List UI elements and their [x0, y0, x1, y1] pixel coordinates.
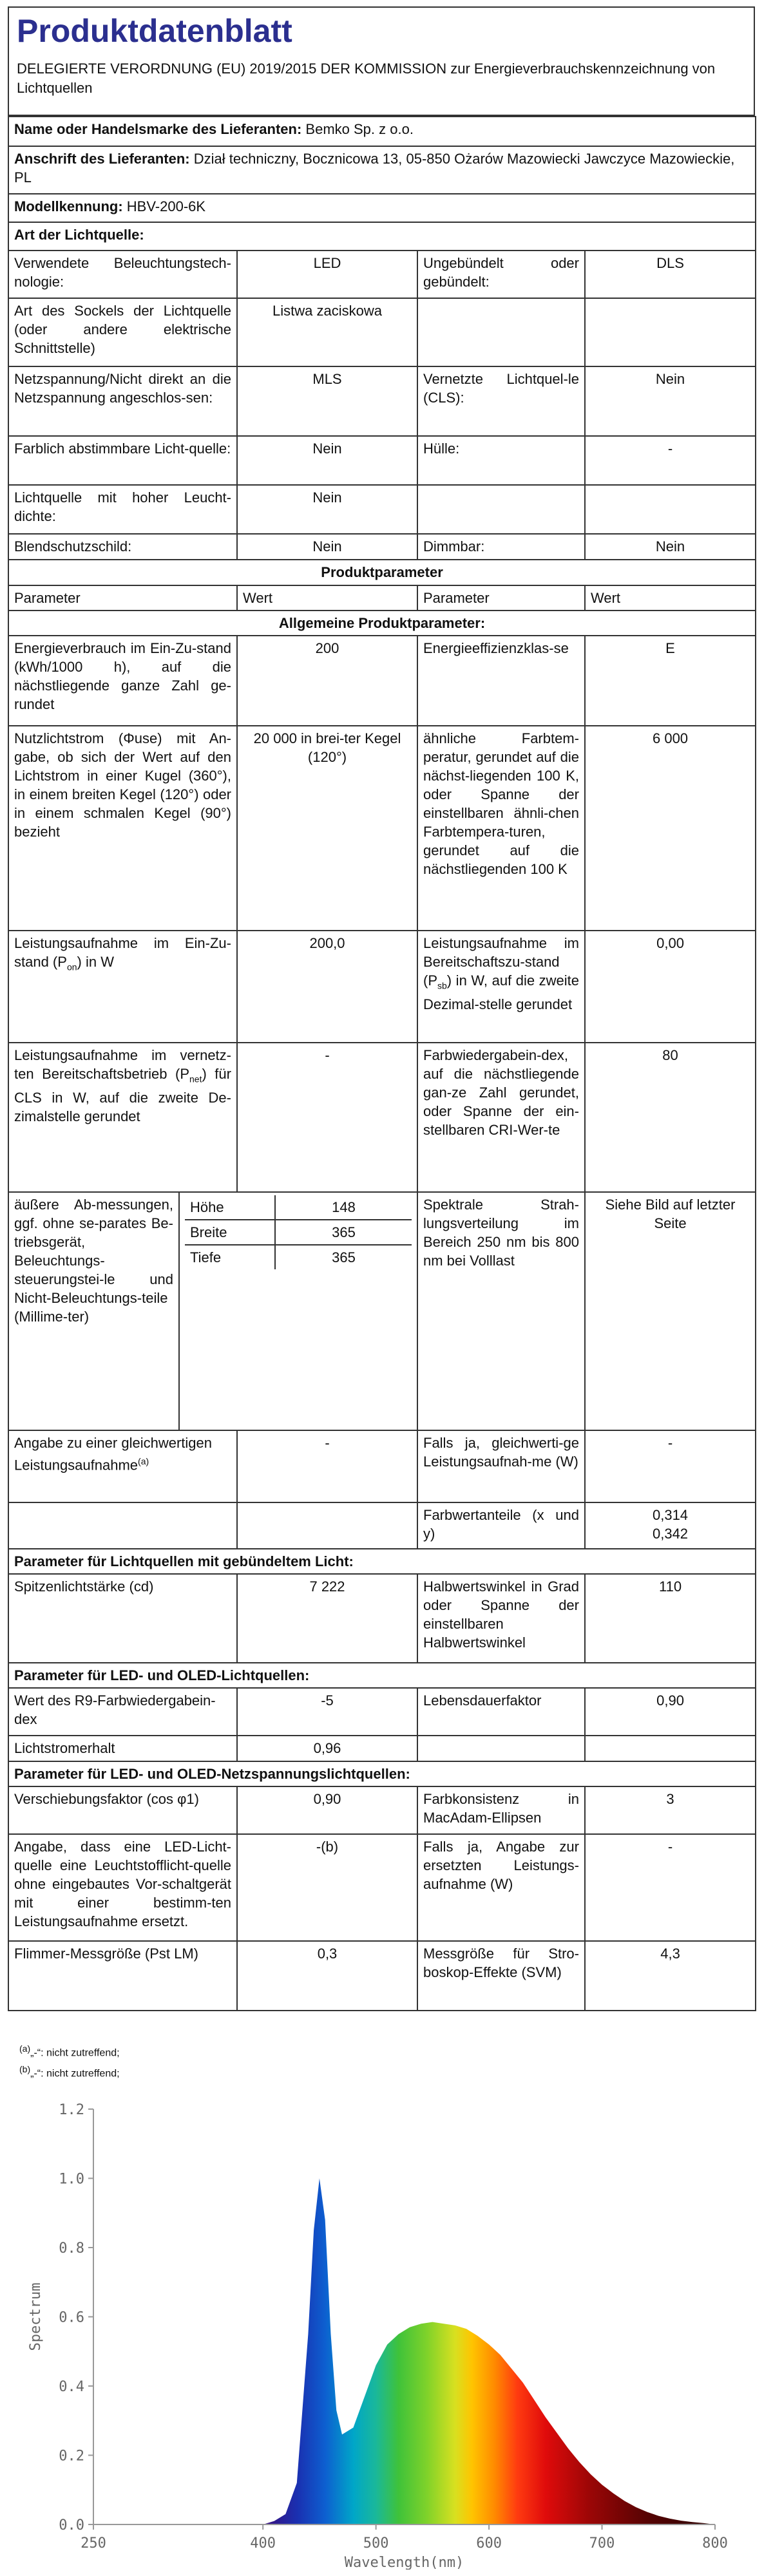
equiv-value: - [237, 1430, 417, 1502]
pon-value: 200,0 [237, 931, 417, 1043]
energy-row [8, 636, 756, 726]
led-heading: Parameter für LED- und OLED-Lichtquellen: [8, 1663, 756, 1688]
dims-table [185, 1195, 412, 1269]
connected-value: Nein [585, 366, 756, 436]
params-heading-row [8, 560, 756, 585]
bundled-value: DLS [585, 251, 756, 298]
claim-value: -(b) [237, 1834, 417, 1941]
x-tick-label: 600 [476, 2535, 502, 2552]
equiv-row [8, 1430, 756, 1502]
x-tick-label: 700 [589, 2535, 615, 2552]
psb-value: 0,00 [585, 931, 756, 1043]
consist-value: 3 [585, 1786, 756, 1834]
dims-depth-value: 365 [332, 1249, 356, 1265]
luminance-label: Lichtquelle mit hoher Leucht-dichte: [8, 485, 237, 534]
flux-label: Nutzlichtstrom (Φuse) mit An-gabe, ob sich der Wert auf den Lichtstrom in einer Kugel (360°), in einem breiten Kegel (120°) oder in einem schmalen Kegel (90°) bezieht [8, 726, 237, 931]
art-heading: Art der Lichtquelle: [8, 222, 756, 251]
supplier-address-value: Dział techniczny, Bocznicowa 13, 05-850 Ożarów Mazowiecki Jawczyce Mazowieckie, PL [14, 151, 735, 185]
eclass-value: E [585, 636, 756, 726]
pon-label-unit: ) in W [77, 954, 114, 970]
maint-empty-a [417, 1736, 585, 1761]
luminance-empty-b [585, 485, 756, 534]
chroma-x-value: 0,314 [652, 1507, 689, 1523]
model-value: HBV-200-6K [126, 198, 206, 214]
x-tick-label: 500 [363, 2535, 389, 2552]
header-box [8, 6, 755, 116]
supplier-name-value: Bemko Sp. z o.o. [305, 121, 414, 137]
tech-row [8, 251, 756, 298]
regulation-subtitle: DELEGIERTE VERORDNUNG (EU) 2019/2015 DER KOMMISSION zur Energieverbrauchskennzeichnung von Lichtquellen [17, 61, 716, 96]
cct-label: ähnliche Farbtem-peratur, gerundet auf die nächst-liegenden 100 K, oder Spanne der einstellbaren ähnli-chen Farbtempera-turen, gerundet auf die nächstliegenden 100 K [417, 726, 585, 931]
y-tick-label: 0.4 [59, 2379, 84, 2395]
psb-label-sub: sb [437, 980, 447, 991]
bundled-label: Ungebündelt oder gebündelt: [417, 251, 585, 298]
beam-value: 110 [585, 1574, 756, 1663]
pnet-row [8, 1043, 756, 1192]
flicker-value: 0,3 [237, 1941, 417, 2011]
mains-label: Netzspannung/Nicht direkt an die Netzspannung angeschlos-sen: [8, 366, 237, 436]
pon-label-sub: on [66, 961, 77, 972]
supplier-name-label: Name oder Handelsmarke des Lieferanten: [14, 121, 302, 137]
art-heading-row [8, 222, 756, 251]
footnotes [19, 2038, 120, 2079]
maint-label: Lichtstromerhalt [8, 1736, 237, 1761]
pnet-label-unit: ) für CLS in W, auf die zweite De-zimalstelle gerundet [14, 1066, 231, 1125]
r9-label: Wert des R9-Farbwiedergabein-dex [8, 1688, 237, 1736]
chroma-label: Farbwertanteile (x und y) [417, 1502, 585, 1549]
y-tick-label: 0.6 [59, 2309, 84, 2326]
flicker-row [8, 1941, 756, 2011]
maint-value: 0,96 [237, 1736, 417, 1761]
dims-width-label: Breite [185, 1220, 275, 1245]
psb-label-text: Leistungsaufnahme im Bereitschaftszu-stand (P [423, 935, 579, 989]
life-value: 0,90 [585, 1688, 756, 1736]
maint-row [8, 1736, 756, 1761]
replace-label: Falls ja, Angabe zur ersetzten Leistungs-aufnahme (W) [417, 1834, 585, 1941]
shift-value: 0,90 [237, 1786, 417, 1834]
dims-depth-label: Tiefe [185, 1245, 275, 1269]
socket-value: Listwa zaciskowa [237, 298, 417, 366]
dims-label: äußere Ab-messungen, ggf. ohne se-parates Be-triebsgerät, Beleuchtungs-steuerungstei-le und Nicht-Beleuchtungs-teile (Millime-ter) [8, 1192, 179, 1430]
spectrum-area [263, 2179, 715, 2525]
claim-label: Angabe, dass eine LED-Licht-quelle eine Leuchtstofflicht-quelle ohne eingebautes Vor-schaltgerät mit einer bestimm-ten Leistungsaufnahme ersetzt. [8, 1834, 237, 1941]
dims-row [185, 1245, 412, 1269]
chroma-value [585, 1502, 756, 1549]
dims-height-value: 148 [275, 1195, 412, 1220]
luminance-row [8, 485, 756, 534]
footnote-a-mark: (a) [19, 2043, 31, 2054]
pnet-label-text: Leistungsaufnahme im vernetz-ten Bereitschaftsbetrieb (P [14, 1047, 231, 1082]
col-param-b: Parameter [417, 585, 585, 611]
supplier-name-cell [8, 117, 756, 146]
socket-empty-b [585, 298, 756, 366]
spectrum-chart-svg [19, 2083, 754, 2570]
glare-row [8, 534, 756, 560]
chroma-empty-b [237, 1502, 417, 1549]
envelope-label: Hülle: [417, 436, 585, 485]
shift-row [8, 1786, 756, 1834]
peak-value: 7 222 [237, 1574, 417, 1663]
mains-heading: Parameter für LED- und OLED-Netzspannungslichtquellen: [8, 1761, 756, 1786]
claim-row [8, 1834, 756, 1941]
colour-label: Farblich abstimmbare Licht-quelle: [8, 436, 237, 485]
x-tick-label: 400 [250, 2535, 276, 2552]
flicker-label: Flimmer-Messgröße (Pst LM) [8, 1941, 237, 2011]
glare-label: Blendschutzschild: [8, 534, 237, 560]
life-label: Lebensdauerfaktor [417, 1688, 585, 1736]
col-param-a: Parameter [8, 585, 237, 611]
beam-label: Halbwertswinkel in Grad oder Spanne der einstellbaren Halbwertswinkel [417, 1574, 585, 1663]
supplier-address-row [8, 146, 756, 194]
mains-row [8, 366, 756, 436]
cri-label: Farbwiedergabein-dex, auf die nächstliegende gan-ze Zahl gerundet, oder Spanne der ein-stellbaren CRI-Wer-te [417, 1043, 585, 1192]
consist-label: Farbkonsistenz in MacAdam-Ellipsen [417, 1786, 585, 1834]
luminance-value: Nein [237, 485, 417, 534]
y-tick-label: 0.8 [59, 2240, 84, 2257]
pnet-label [8, 1043, 237, 1192]
pon-row [8, 931, 756, 1043]
supplier-address-cell [8, 146, 756, 194]
tech-label: Verwendete Beleuchtungstech-nologie: [8, 251, 237, 298]
equiv-label-footnote: (a) [138, 1456, 149, 1466]
footnote-b [19, 2059, 120, 2079]
chroma-y-value: 0,342 [652, 1526, 689, 1542]
pnet-label-sub: net [189, 1074, 202, 1084]
spectral-value: Siehe Bild auf letzter Seite [585, 1192, 756, 1430]
mains-heading-row [8, 1761, 756, 1786]
equiv-yes-label: Falls ja, gleichwerti-ge Leistungsaufnah-me (W) [417, 1430, 585, 1502]
shift-label: Verschiebungsfaktor (cos φ1) [8, 1786, 237, 1834]
r9-value: -5 [237, 1688, 417, 1736]
socket-row [8, 298, 756, 366]
colour-value: Nein [237, 436, 417, 485]
r9-row [8, 1688, 756, 1736]
colour-row [8, 436, 756, 485]
y-tick-label: 0.0 [59, 2517, 84, 2533]
footnote-a [19, 2038, 120, 2059]
spectral-label: Spektrale Strah-lungsverteilung im Bereich 250 nm bis 800 nm bei Volllast [417, 1192, 585, 1430]
energy-value: 200 [237, 636, 417, 726]
equiv-label-text: Angabe zu einer gleichwertigen Leistungsaufnahme [14, 1435, 212, 1473]
y-axis-label: Spectrum [28, 2282, 44, 2351]
peak-row [8, 1574, 756, 1663]
tech-value: LED [237, 251, 417, 298]
dims-row [185, 1220, 412, 1245]
pon-label [8, 931, 237, 1043]
general-heading: Allgemeine Produktparameter: [8, 611, 756, 636]
chroma-row [8, 1502, 756, 1549]
mains-value: MLS [237, 366, 417, 436]
svm-value: 4,3 [585, 1941, 756, 2011]
footnote-b-mark: (b) [19, 2064, 31, 2074]
flux-row [8, 726, 756, 931]
psb-label [417, 931, 585, 1043]
chroma-empty-a [8, 1502, 237, 1549]
flux-value: 20 000 in brei-ter Kegel (120°) [237, 726, 417, 931]
product-data-table [8, 116, 756, 2011]
page-title: Produktdatenblatt [17, 13, 292, 49]
pon-label-text: Leistungsaufnahme im Ein-Zu-stand (P [14, 935, 231, 970]
model-label: Modellkennung: [14, 198, 123, 214]
energy-label: Energieverbrauch im Ein-Zu-stand (kWh/1000 h), auf die nächstliegende ganze Zahl ge-rundet [8, 636, 237, 726]
params-heading: Produktparameter [8, 560, 756, 585]
model-row [8, 194, 756, 222]
spectrum-chart [19, 2083, 754, 2570]
x-tick-label: 800 [702, 2535, 728, 2552]
svm-label: Messgröße für Stro-boskop-Effekte (SVM) [417, 1941, 585, 2011]
socket-empty-a [417, 298, 585, 366]
eclass-label: Energieeffizienzklas-se [417, 636, 585, 726]
cct-value: 6 000 [585, 726, 756, 931]
col-value-a: Wert [237, 585, 417, 611]
footnote-b-text: „-“: nicht zutreffend; [30, 2068, 120, 2079]
model-cell [8, 194, 756, 222]
dims-cell [179, 1192, 417, 1430]
supplier-address-label: Anschrift des Lieferanten: [14, 151, 190, 167]
connected-label: Vernetzte Lichtquel-le (CLS): [417, 366, 585, 436]
footnote-a-text: „-“: nicht zutreffend; [30, 2047, 120, 2059]
dim-value: Nein [585, 534, 756, 560]
equiv-yes-value: - [585, 1430, 756, 1502]
dls-heading-row [8, 1549, 756, 1574]
led-heading-row [8, 1663, 756, 1688]
y-tick-label: 0.2 [59, 2448, 84, 2465]
params-colhead-row [8, 585, 756, 611]
y-tick-label: 1.0 [59, 2171, 84, 2188]
socket-label: Art des Sockels der Lichtquelle (oder andere elektrische Schnittstelle) [8, 298, 237, 366]
dim-label: Dimmbar: [417, 534, 585, 560]
replace-value: - [585, 1834, 756, 1941]
pnet-value: - [237, 1043, 417, 1192]
x-tick-label: 250 [81, 2535, 106, 2552]
maint-empty-b [585, 1736, 756, 1761]
luminance-empty-a [417, 485, 585, 534]
psb-label-unit: ) in W, auf die zweite Dezimal-stelle gerundet [423, 972, 579, 1013]
dims-height-label: Höhe [185, 1195, 275, 1220]
col-value-b: Wert [585, 585, 756, 611]
dims-row [185, 1195, 412, 1220]
x-axis-label: Wavelength(nm) [344, 2555, 464, 2570]
cri-value: 80 [585, 1043, 756, 1192]
peak-label: Spitzenlichtstärke (cd) [8, 1574, 237, 1663]
dims-width-value: 365 [275, 1220, 412, 1245]
glare-value: Nein [237, 534, 417, 560]
envelope-value: - [585, 436, 756, 485]
equiv-label [8, 1430, 237, 1502]
supplier-name-row [8, 117, 756, 146]
dls-heading: Parameter für Lichtquellen mit gebündeltem Licht: [8, 1549, 756, 1574]
dimensions-row [8, 1192, 756, 1430]
y-tick-label: 1.2 [59, 2102, 84, 2118]
general-heading-row [8, 611, 756, 636]
